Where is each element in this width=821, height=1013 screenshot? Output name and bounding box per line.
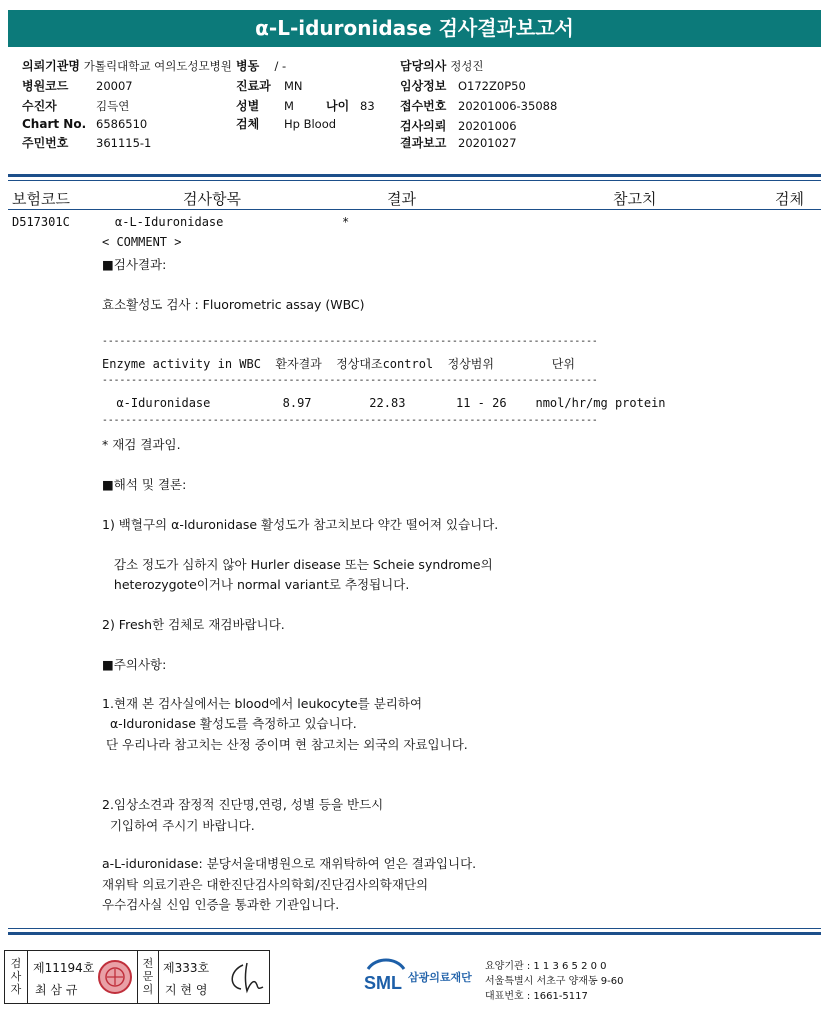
- col-code: 보험코드: [12, 190, 70, 208]
- report-title: α-L-iduronidase 검사결과보고서: [8, 10, 821, 47]
- ward: / -: [274, 59, 287, 73]
- dash-line-3: -------------------------------------------------------------------------------------: [102, 415, 598, 426]
- footer-divider-thick: [8, 932, 821, 935]
- comment-label: < COMMENT >: [102, 235, 182, 249]
- sml-logo-text: SML: [364, 973, 402, 993]
- interpretation-1b: 감소 정도가 심하지 않아 Hurler disease 또는 Scheie syndrome의: [102, 557, 493, 572]
- row-item: α-L-Iduronidase: [115, 215, 224, 229]
- patient: 김득연: [96, 99, 130, 113]
- req-inst-label: 의뢰기관명: [22, 59, 80, 73]
- receipt-label: 접수번호: [400, 99, 447, 113]
- tester-label-cell: [5, 951, 28, 1003]
- hosp-code-label: 병원코드: [22, 79, 69, 93]
- col-reference: 참고치: [613, 190, 657, 208]
- doctor: 정성진: [450, 59, 484, 73]
- rrn-label: 주민번호: [22, 136, 69, 150]
- specialist-number: 제333호: [163, 961, 210, 975]
- specimen: Hp Blood: [284, 117, 337, 131]
- interpretation-2: 2) Fresh한 검체로 재검바랍니다.: [102, 617, 285, 632]
- interpretation-1: 1) 백혈구의 α-Iduronidase 활성도가 참고치보다 약간 떨어져 있습니다.: [102, 517, 499, 532]
- footer-divider-thin: [8, 928, 821, 929]
- tester-name: 최 삼 규: [35, 983, 78, 997]
- req-date: 20201006: [458, 119, 517, 133]
- result-heading: ■검사결과:: [102, 257, 167, 272]
- org-name: 삼광의료재단: [408, 971, 472, 984]
- age: 83: [360, 99, 375, 113]
- note-2: 재위탁 의료기관은 대한진단검사의학회/진단검사의학재단의: [102, 877, 429, 892]
- receipt: 20201006-35088: [458, 99, 558, 113]
- dept-label: 진료과: [236, 79, 271, 93]
- specialist-label-cell: [137, 951, 159, 1003]
- col-item: 검사항목: [183, 190, 241, 208]
- patient-label: 수진자: [22, 99, 57, 113]
- caution-1b: α-Iduronidase 활성도를 측정하고 있습니다.: [102, 716, 357, 731]
- dept: MN: [284, 79, 303, 93]
- header-divider-thin: [8, 180, 821, 181]
- sml-logo-icon: [362, 955, 410, 997]
- req-date-label: 검사의뢰: [400, 119, 447, 133]
- columns-divider: [8, 209, 821, 210]
- caution-2b: 기입하여 주시기 바랍니다.: [102, 818, 255, 833]
- note-3: 우수검사실 신임 인증을 통과한 기관입니다.: [102, 897, 340, 912]
- interpretation-1c: heterozygote이거나 normal variant로 추정됩니다.: [102, 577, 410, 592]
- specialist-label: 전문의: [142, 957, 154, 996]
- col-specimen: 검체: [775, 190, 804, 208]
- age-label: 나이: [326, 99, 350, 113]
- clinical-label: 임상정보: [400, 79, 447, 93]
- caution-1a: 1.현재 본 검사실에서는 blood에서 leukocyte를 분리하여: [102, 696, 423, 711]
- row-code: D517301C: [12, 215, 70, 229]
- retest-note: * 재검 결과임.: [102, 437, 181, 452]
- enzyme-table-header: Enzyme activity in WBC 환자결과 정상대조control 정상범위 단위: [102, 357, 575, 371]
- sex-label: 성별: [236, 99, 260, 113]
- specialist-name: 지 현 영: [165, 983, 208, 997]
- report-date: 20201027: [458, 136, 517, 150]
- institution-number: 요양기관 : 1 1 3 6 5 2 0 0: [485, 961, 607, 972]
- caution-2a: 2.임상소견과 잠정적 진단명,연령, 성별 등을 반드시: [102, 797, 384, 812]
- hosp-code: 20007: [96, 79, 133, 93]
- dash-line-2: -------------------------------------------------------------------------------------: [102, 375, 598, 386]
- ward-label: 병동: [236, 59, 260, 73]
- phone: 대표번호 : 1661-5117: [485, 991, 588, 1002]
- method-line: 효소활성도 검사 : Fluorometric assay (WBC): [102, 297, 365, 312]
- req-inst: 가톨릭대학교 여의도성모병원: [83, 59, 232, 73]
- caution-1c: 단 우리나라 참고치는 산정 중이며 현 참고치는 외국의 자료입니다.: [102, 737, 468, 752]
- signature-box: [4, 950, 270, 1004]
- rrn: 361115-1: [96, 136, 152, 150]
- col-result: 결과: [387, 190, 416, 208]
- tester-label: 검사자: [10, 957, 22, 996]
- row-flag: *: [342, 215, 350, 229]
- note-1: a-L-iduronidase: 분당서울대병원으로 재위탁하여 얻은 결과입니다.: [102, 856, 477, 871]
- doctor-label: 담당의사: [400, 59, 447, 73]
- chart: 6586510: [96, 117, 148, 131]
- tester-number: 제11194호: [33, 961, 95, 975]
- enzyme-table-row: α-Iduronidase 8.97 22.83 11 - 26 nmol/hr/mg protein: [102, 396, 666, 410]
- caution-heading: ■주의사항:: [102, 657, 167, 672]
- chart-label: Chart No.: [22, 117, 87, 131]
- interpretation-heading: ■해석 및 결론:: [102, 477, 187, 492]
- sex: M: [284, 99, 294, 113]
- dash-line-1: -------------------------------------------------------------------------------------: [102, 336, 598, 347]
- clinical: O172Z0P50: [458, 79, 526, 93]
- specimen-label: 검체: [236, 117, 260, 131]
- report-label: 결과보고: [400, 136, 447, 150]
- header-divider-top: [8, 174, 821, 177]
- signature-icon: [225, 959, 265, 995]
- address: 서울특별시 서초구 양재동 9-60: [485, 976, 624, 987]
- seal-icon: [97, 959, 133, 995]
